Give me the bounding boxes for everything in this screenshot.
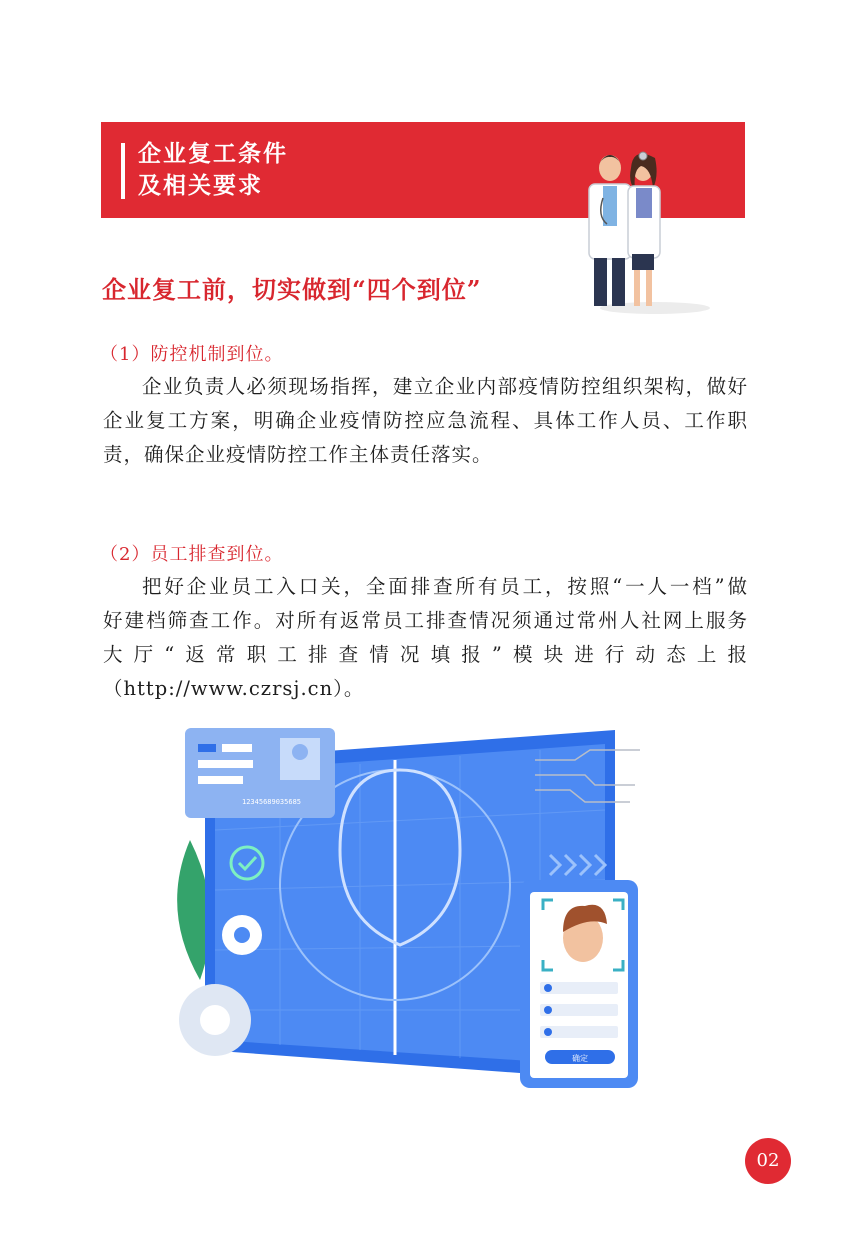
item-heading-2: （2）员工排查到位。 <box>100 544 284 565</box>
banner-title-line1: 企业复工条件 <box>138 140 288 167</box>
phone-confirm-button: 确定 <box>572 1054 588 1063</box>
item-body-2-line2: 好建档筛查工作。对所有返常员工排查情况须通过常州人社网上服务 <box>103 609 748 632</box>
item-body-2-line3: 大厅“返常职工排查情况填报”模块进行动态上报 <box>103 643 748 666</box>
item-body-2 <box>103 570 748 706</box>
item-body-1: 企业负责人必须现场指挥，建立企业内部疫情防控组织架构，做好企业复工方案，明确企业疫情防控应急流程、具体工作人员、工作职责，确保企业疫情防控工作主体责任落实。 <box>103 375 748 466</box>
banner-accent-bar <box>121 143 125 199</box>
id-card-number: 12345689035685 <box>242 798 302 806</box>
item-body-2-line4: （http://www.czrsj.cn）。 <box>103 677 365 700</box>
item-heading-1: （1）防控机制到位。 <box>100 344 284 365</box>
section-heading: 企业复工前，切实做到“四个到位” <box>102 275 482 304</box>
doctors-illustration <box>570 136 720 316</box>
item-body-2-line1: 把好企业员工入口关，全面排查所有员工，按照“一人一档”做 <box>142 575 748 598</box>
banner-title <box>138 138 438 202</box>
face-scan-illustration <box>160 720 660 1100</box>
page-number: 02 <box>745 1138 791 1184</box>
banner-title-line2: 及相关要求 <box>138 172 263 199</box>
